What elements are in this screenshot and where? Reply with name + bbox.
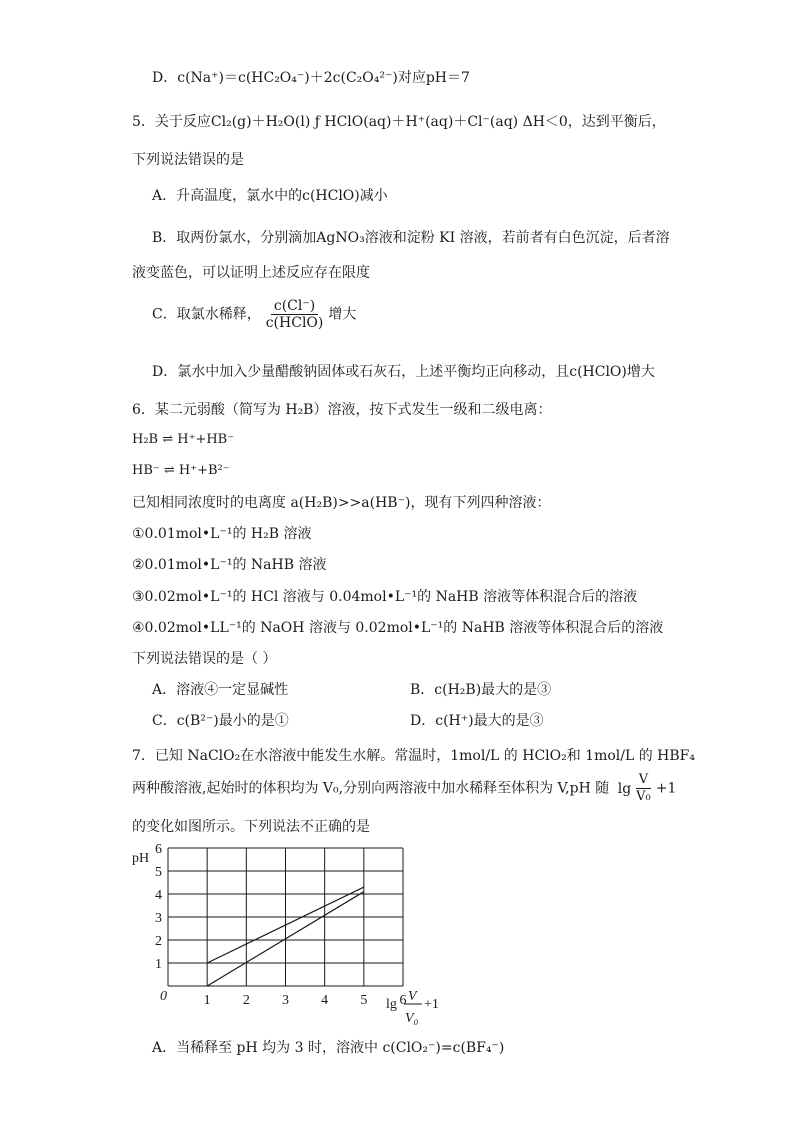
x-axis-label-lg: lg (386, 997, 397, 1012)
question-7-stem: 7．已知 NaClO₂在水溶液中能发生水解。常温时，1mol/L 的 HClO₂和 1mol/L 的 HBF₄ (132, 748, 695, 764)
ph-dilution-chart (128, 840, 458, 1030)
v-over-v0-fraction (633, 772, 654, 805)
x-axis-label-v: V (408, 989, 417, 1004)
fraction-denominator: c(HClO) (265, 315, 324, 331)
plus-one: +1 (655, 780, 677, 797)
option-4d: D．c(Na⁺)＝c(HC₂O₄⁻)＋2c(C₂O₄²⁻)对应pH＝7 (152, 70, 470, 86)
option-5d: D．氯水中加入少量醋酸钠固体或石灰石，上述平衡均正向移动，且c(HClO)增大 (152, 364, 655, 380)
option-5a: A．升高温度，氯水中的c(HClO)减小 (152, 188, 388, 204)
y-tick-label: 1 (155, 957, 162, 972)
solution-3: ③0.02mol•L⁻¹的 HCl 溶液与 0.04mol•L⁻¹的 NaHB 溶液等体积混合后的溶液 (132, 589, 638, 605)
question-6-stem: 6．某二元弱酸（简写为 H₂B）溶液，按下式发生一级和二级电离： (132, 402, 552, 418)
option-6c: C．c(B²⁻)最小的是① (152, 713, 289, 729)
ionization-eq-1: H₂B ⇌ H⁺+HB⁻ (132, 432, 235, 447)
y-tick-label: 4 (155, 888, 162, 903)
y-tick-label: 3 (155, 911, 162, 926)
v-numerator: V (636, 772, 651, 789)
option-6a: A．溶液④一定显碱性 (152, 682, 289, 698)
question-7-stem-end: 的变化如图所示。下列说法不正确的是 (132, 819, 370, 835)
x-axis-label-plus1: +1 (424, 997, 439, 1012)
x-tick-label: 1 (203, 993, 211, 1008)
option-5c (152, 298, 356, 331)
solution-1: ①0.01mol•L⁻¹的 H₂B 溶液 (132, 526, 312, 542)
y-tick-label: 5 (155, 865, 162, 880)
question-5-stem-cont: 下列说法错误的是 (132, 152, 244, 168)
x-tick-label: 2 (242, 993, 250, 1008)
question-7-text: 两种酸溶液,起始时的体积均为 V₀,分别向两溶液中加水稀释至体积为 V,pH 随 (132, 780, 610, 797)
question-5-stem: 5．关于反应Cl₂(g)＋H₂O(l) ƒ HClO(aq)＋H⁺(aq)＋Cl⁻(aq) ΔH＜0，达到平衡后， (132, 114, 666, 130)
ionization-eq-2: HB⁻ ⇌ H⁺+B²⁻ (132, 463, 230, 478)
x-tick-label: 5 (360, 993, 368, 1008)
option-5b: B．取两份氯水，分别滴加AgNO₃溶液和淀粉 KI 溶液，若前者有白色沉淀，后者溶 (152, 230, 670, 246)
fraction-numerator: c(Cl⁻) (271, 298, 318, 315)
x-axis-label-v0: V₀ (405, 1011, 419, 1026)
chart-ticks (155, 842, 407, 1008)
v0-denominator: V₀ (636, 789, 651, 804)
y-tick-label: 2 (155, 934, 162, 949)
option-6d: D．c(H⁺)最大的是③ (410, 713, 544, 729)
option-5c-suffix: 增大 (328, 306, 357, 323)
x-tick-label: 6 (399, 993, 407, 1008)
x-tick-label: 3 (282, 993, 289, 1008)
solution-2: ②0.01mol•L⁻¹的 NaHB 溶液 (132, 557, 327, 573)
lg-label: lg (617, 780, 632, 797)
question-6-ask: 下列说法错误的是（ ） (132, 651, 277, 667)
x-tick-label: 4 (321, 993, 329, 1008)
option-6b: B．c(H₂B)最大的是③ (410, 682, 552, 698)
solution-4: ④0.02mol•LL⁻¹的 NaOH 溶液与 0.02mol•L⁻¹的 NaHB 溶液等体积混合后的溶液 (132, 620, 664, 636)
option-5c-text: C．取氯水稀释， (152, 306, 261, 323)
question-6-known: 已知相同浓度时的电离度 a(H₂B)>>a(HB⁻)，现有下列四种溶液： (132, 495, 551, 511)
y-axis-label: pH (132, 851, 150, 866)
ratio-fraction (263, 298, 327, 331)
question-7-stem-cont (132, 772, 676, 805)
option-7a: A．当稀释至 pH 均为 3 时，溶液中 c(ClO₂⁻)=c(BF₄⁻) (152, 1040, 505, 1056)
option-5b-cont: 液变蓝色，可以证明上述反应存在限度 (132, 265, 370, 281)
chart-grid (168, 848, 403, 986)
y-tick-label: 6 (155, 842, 162, 857)
origin-label: 0 (160, 989, 167, 1004)
